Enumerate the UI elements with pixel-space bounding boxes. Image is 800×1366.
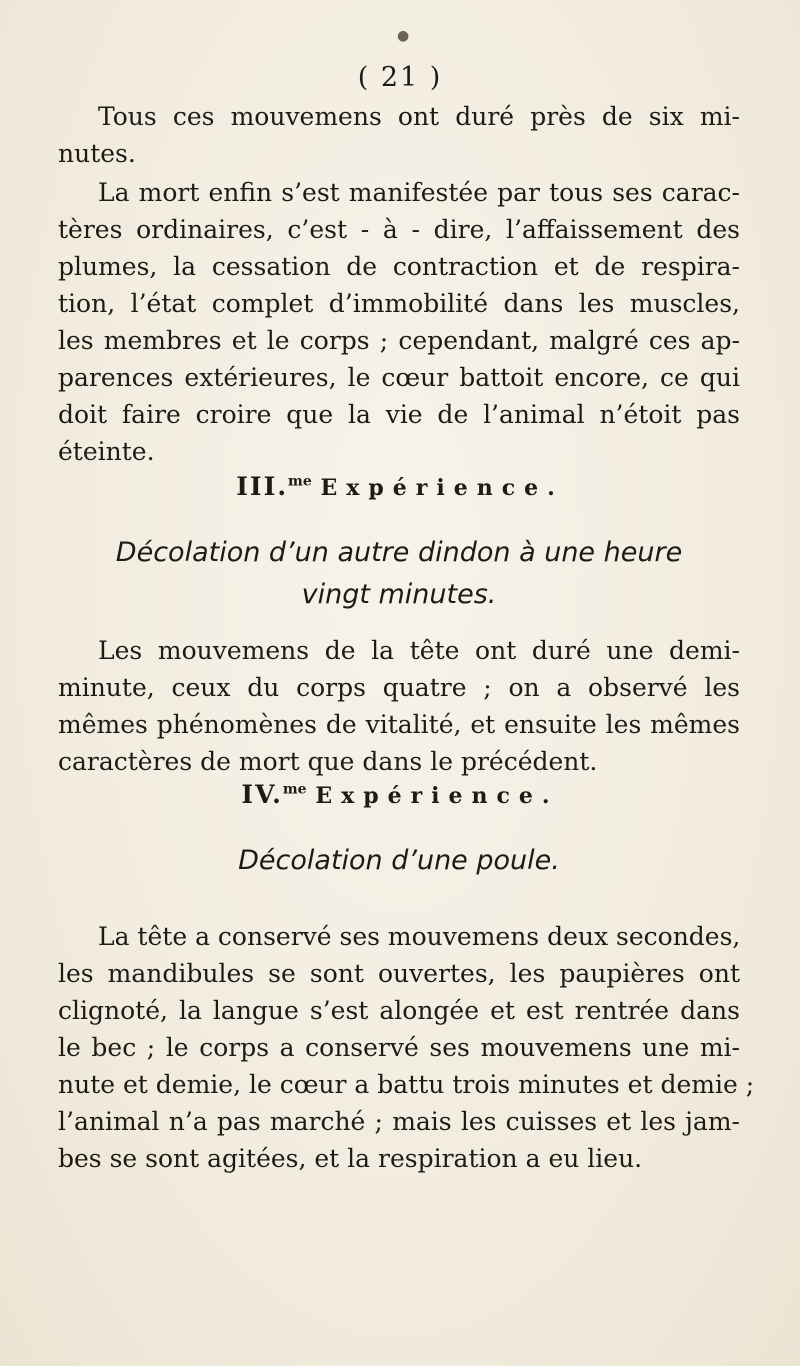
section-subtitle-3 [58, 532, 740, 616]
page-number: ( 21 ) [357, 62, 443, 93]
text-line: La mort enfin s’est manifestée par tous ses carac- [98, 178, 740, 207]
text-line: les mandibules se sont ouvertes, les paupières ont [58, 959, 740, 988]
text-line: clignoté, la langue s’est alongée et est rentrée dans [58, 996, 740, 1025]
text-line: parences extérieures, le cœur battoit encore, ce qui [58, 363, 740, 392]
text-line: Tous ces mouvemens ont duré près de six mi- [98, 102, 740, 131]
section-heading-4 [0, 780, 800, 809]
text-line: nutes. [58, 139, 136, 168]
subtitle-line: Décolation d’une poule. [238, 845, 560, 876]
text-line: le bec ; le corps a conservé ses mouvemens une mi- [58, 1033, 740, 1062]
text-line: mêmes phénomènes de vitalité, et ensuite les mêmes [58, 710, 740, 739]
text-line: La tête a conservé ses mouvemens deux secondes, [98, 922, 741, 951]
text-line: caractères de mort que dans le précédent. [58, 747, 598, 776]
subtitle-line: Décolation d’un autre dindon à une heure [115, 537, 683, 568]
subtitle-line: vingt minutes. [301, 579, 497, 610]
heading-word: Expérience. [320, 475, 564, 501]
section-heading-3 [0, 472, 800, 501]
text-line: tères ordinaires, c’est - à - dire, l’affaissement des [58, 215, 740, 244]
text-line: l’animal n’a pas marché ; mais les cuisses et les jam- [58, 1107, 740, 1136]
ink-speck: ● [397, 28, 410, 44]
text-line: plumes, la cessation de contraction et de respira- [58, 252, 740, 281]
text-line: doit faire croire que la vie de l’animal n’étoit pas [58, 400, 740, 429]
text-line: tion, l’état complet d’immobilité dans les muscles, [58, 289, 740, 318]
text-line: bes se sont agitées, et la respiration a eu lieu. [58, 1144, 643, 1173]
heading-number: III. [236, 472, 289, 501]
text-line: nute et demie, le cœur a battu trois minutes et demie ; [58, 1070, 755, 1099]
paragraph-2 [58, 174, 740, 470]
paragraph-4 [58, 918, 755, 1177]
paragraph-1 [58, 98, 740, 172]
paragraph-3 [58, 632, 740, 780]
heading-number: IV. [241, 780, 283, 809]
text-line: minute, ceux du corps quatre ; on a observé les [58, 673, 740, 702]
heading-superscript: me [282, 781, 307, 798]
section-subtitle-4 [58, 840, 740, 882]
heading-word: Expérience. [315, 783, 559, 809]
heading-superscript: me [288, 473, 312, 490]
text-line: les membres et le corps ; cependant, malgré ces ap- [58, 326, 740, 355]
text-line: Les mouvemens de la tête ont duré une demi- [98, 636, 740, 665]
text-line: éteinte. [58, 437, 155, 466]
